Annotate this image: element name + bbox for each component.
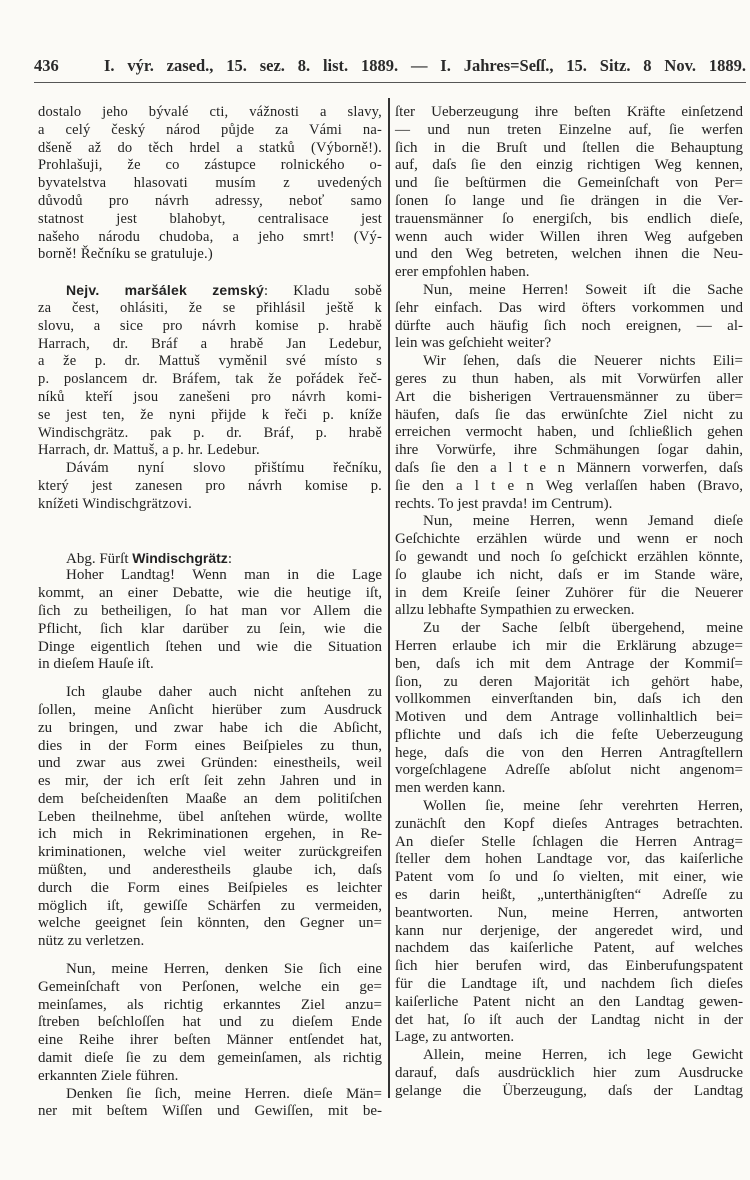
text-line: slovu, a sice pro návrh komise p. hrabě (38, 317, 382, 334)
paragraph (395, 620, 743, 798)
text-line: kann nur derjenige, der angeredet wird, und (395, 922, 743, 939)
paragraph (38, 684, 382, 951)
paragraph (395, 513, 743, 620)
text-line: in dieſem Hauſe iſt. (38, 656, 154, 673)
text-line: kriminationen, welche viel weiter zurückgreifen (38, 844, 382, 861)
column-divider (388, 98, 390, 1098)
text-line: p. poslancem dr. Bráfem, tak že pořádek řeč- (38, 371, 382, 388)
text-line: Zu der Sache ſelbſt übergehend, meine (423, 620, 743, 637)
text-line: pflichte und daſs ich die feſte Ueberzeugung (395, 726, 743, 743)
text-line: níků kteří jsou zanešeni pro návrh komi- (38, 388, 382, 405)
text-line: knížeti Windischgrätzovi. (38, 495, 192, 512)
text-line: es darin heißt, „unterthänigſten“ Adreſſe zu (395, 887, 743, 904)
right-column (395, 104, 743, 1101)
text-line: ſich hier berufen wird, das Einberufungspatent (395, 958, 743, 975)
text-line: ben, daſs ich mit dem Antrage der Kommiſ= (395, 655, 743, 672)
text-line: dies in der Form eines Beiſpieles zu thun, (38, 737, 382, 754)
line-text: : Kladu sobě (264, 283, 382, 300)
text-line: vollkommen einverſtanden bin, daſs ich den (395, 691, 743, 708)
text-line: erer empfohlen haben. (395, 264, 530, 281)
text-line: za čest, ohlásiti, že se přihlásil ještě k (38, 299, 382, 316)
text-line: ſollen, meine Anſicht hierüber zum Ausdruck (38, 701, 382, 718)
paragraph (38, 1086, 382, 1122)
text-line: welche geeignet ſein könnten, den Gegner un= (38, 915, 382, 932)
running-title: I. výr. zased., 15. sez. 8. list. 1889. — I. Jahres=Seſſ., 15. Sitz. 8 Nov. 1889. (104, 56, 746, 75)
paragraph (38, 550, 382, 568)
text-line: nachdem das kaiſerliche Patent, auf welches (395, 940, 743, 957)
paragraph (395, 1047, 743, 1100)
text-line: Lage, zu antworten. (395, 1029, 515, 1046)
paragraph (395, 282, 743, 353)
text-line: Dinge eigentlich ſtehen und wie die Situation (38, 638, 382, 655)
text-line: beantworten. Nun, meine Herren, antworten (395, 904, 743, 921)
text-line: ihre Vorwürfe, ihre Schmähungen ſogar dahin, (395, 442, 743, 459)
text-line: Art die bisherigen Vertrauensmänner zu über= (395, 388, 743, 405)
paragraph (38, 460, 382, 513)
text-line: dostalo jeho bývalé cti, vážnosti a slavy, (38, 104, 382, 120)
paragraph (395, 353, 743, 513)
text-line: Herren erlaube ich mir die Erklärung abzuge= (395, 637, 743, 654)
text-line: ner mit beſtem Wiſſen und Gewiſſen, mit be- (38, 1103, 382, 1120)
text-line: müßten, und anderestheils glaube ich, daſs (38, 862, 382, 879)
text-line: dürfte auch häufig ſich noch ereignen, — al- (395, 317, 743, 334)
text-line: se jest ten, že nyni přijde k řeči p. kníže (38, 406, 382, 423)
text-line: lein was geſchieht weiter? (395, 335, 552, 352)
text-line: nütz zu verletzen. (38, 933, 145, 950)
text-line: ſich zu betheiligen, ſo hat man vor Allem die (38, 602, 382, 619)
page-number: 436 (34, 56, 59, 75)
text-line: ſo glaube ich nicht, daſs er im Stande wäre, (395, 566, 743, 583)
text-line: důvodů pro návrh adressy, neboť samo (38, 192, 382, 209)
text-line: ſo gewandt und noch ſo geſchickt erzählen könnte, (395, 548, 743, 565)
text-line: Motiven und dem Antrage vollinhaltlich bei= (395, 709, 743, 726)
text-line: který jest zanesen pro návrh komise p. (38, 477, 382, 494)
text-line: vorgeſchlagene Adreſſe abſolut nicht angenom= (395, 762, 743, 779)
header-rule (34, 82, 746, 83)
text-line: ſie den a l t e n Weg verlaſſen haben (Bravo, (395, 477, 743, 494)
paragraph (38, 104, 382, 264)
text-line: Ich glaube daher auch nicht anſtehen zu (66, 684, 382, 701)
left-column (38, 104, 382, 1121)
text-line: Geſchichte erzählen würde und wenn er noch (395, 531, 743, 548)
text-line: Wollen ſie, meine ſehr verehrten Herren, (423, 798, 743, 815)
text-line: ſteller dem hohen Landtage vor, das kaiſerliche (395, 851, 743, 868)
text-line: allzu lebhafte Sympathien zu erwecken. (395, 602, 635, 619)
text-line: zunächſt den Kopf dieſes Antrages betrachten. (395, 815, 743, 832)
text-line: men werden kann. (395, 780, 506, 797)
text-line: Dávám nyní slovo přištímu řečníku, (66, 460, 382, 477)
text-line: Allein, meine Herren, ich lege Gewicht (423, 1047, 743, 1064)
running-header (34, 56, 746, 80)
text-line: erreichen vermocht haben, und ſchließlich gehen (395, 424, 743, 441)
text-line: ich mich in Rekriminationen ergehen, in Re- (38, 826, 382, 843)
text-line: — und nun treten Einzelne auf, ſie werfen (395, 121, 743, 138)
text-line: und den Weg betreten, welchen ihnen die Neu- (395, 246, 743, 263)
text-line: trauensmänner ſo energiſch, bis endlich dieſe, (395, 210, 743, 227)
text-line: ſtreben beſchloſſen hat und zu dieſem Ende (38, 1014, 382, 1031)
text-line: hege, daſs die von den Herren Antragſtellern (395, 744, 743, 761)
text-line: Windischgrätz. pak p. dr. Bráf, p. hrabě (38, 424, 382, 441)
text-line: Harrach, dr. Mattuš, a p. hr. Ledebur. (38, 442, 260, 459)
text-line: rechts. To jest pravda! im Centrum). (395, 495, 613, 512)
text-line: Pflicht, ſich klar darüber zu ſein, wie die (38, 620, 382, 637)
text-line: Gemeinſchaft von Perſonen, welche ein ge= (38, 978, 382, 995)
text-line: ſter Ueberzeugung ihre beſten Kräfte einſetzend (395, 104, 743, 120)
line-text: : (227, 550, 232, 567)
paragraph (38, 961, 382, 1086)
text-line: Leben theilnehme, übel anſtehen würde, wollte (38, 808, 382, 825)
speaker-name: Windischgrätz (132, 549, 228, 566)
text-line: Patent vom ſo und ſo vielten, mit einer, wie (395, 869, 743, 886)
text-line: gelange die Überzeugung, daſs der Landtag (395, 1082, 743, 1099)
text-line: auf, daſs ſie den einzig richtigen Weg kennen, (395, 157, 743, 174)
text-line: daſs ſie den a l t e n Männern vorwerfen, daſs (395, 459, 743, 476)
text-line: und ſie beſtürmen die Gemeinſchaft von Per= (395, 175, 743, 192)
text-line: geres zu thun haben, als mit Vorwürfen aller (395, 370, 743, 387)
text-line (38, 282, 382, 300)
text-line: ſehr einfach. Das wird öfters vorkommen und (395, 299, 743, 316)
text-line: damit dieſe ſie zu dem gemeinſamen, als richtig (38, 1050, 382, 1067)
text-line: in dem Kreiſe ſeiner Zuhörer für die Neuerer (395, 584, 743, 601)
text-line: Nun, meine Herren, denken Sie ſich eine (66, 961, 382, 978)
text-line: našeho národu chudoba, a jeho smrt! (Vý- (38, 228, 382, 245)
text-line: Harrach, dr. Bráf a hrabě Jan Ledebur, (38, 335, 382, 352)
text-line: es mir, der ich erſt ſeit zehn Jahren und in (38, 773, 382, 790)
text-line: erkannten Ziele führen. (38, 1067, 179, 1084)
text-line (38, 550, 382, 568)
text-line: möglich iſt, gewiſſe Schärfen zu vermeiden, (38, 897, 382, 914)
text-line: und zwar aus zwei Gründen: einestheils, weil (38, 755, 382, 772)
text-line: Nun, meine Herren! Soweit iſt die Sache (423, 281, 743, 298)
text-line: kaiſerliche Patent nicht an den Landtag gewen- (395, 993, 743, 1010)
paragraph (38, 567, 382, 674)
text-line: meinſames, als richtig erkanntes Ziel anzu= (38, 996, 382, 1013)
text-line: ſonen ſo lange und ſie drängen in die Ver- (395, 192, 743, 209)
text-line: Prohlašuji, že co zástupce rolnického o- (38, 157, 382, 174)
text-line: ſich in die Bruſt und ſtellen die Behauptung (395, 139, 743, 156)
text-line: häufen, daſs ſie das erwünſchte Ziel nicht zu (395, 406, 743, 423)
text-line: det hat, ſo iſt auch der Landtag nicht in der (395, 1011, 743, 1028)
text-line: durch die Form eines Beiſpieles es leichter (38, 879, 382, 896)
text-line: borně! Řečníku se gratuluje.) (38, 246, 213, 263)
text-line: ſion, zu deren Majorität ich gehört habe, (395, 673, 743, 690)
text-line: Nun, meine Herren, wenn Jemand dieſe (423, 513, 743, 530)
text-line: für die Landtage iſt, und nachdem ſich dieſes (395, 976, 743, 993)
speaker-prefix: Abg. Fürſt (66, 550, 133, 567)
speaker-name: Nejv. maršálek zemský (66, 282, 265, 299)
text-line: a celý český národ půjde za Vámi na- (38, 121, 382, 138)
text-line: byvatelstva hlasovati musím z uvedených (38, 175, 382, 192)
text-line: darauf, daſs ausdrücklich hier zum Ausdrucke (395, 1065, 743, 1082)
text-line: eine Reihe ihrer beſten Männer entſendet hat, (38, 1032, 382, 1049)
text-line: Denken ſie ſich, meine Herren. dieſe Män= (66, 1085, 382, 1102)
text-line: dšeně až do těch hrdel a statků (Výborně!). (38, 139, 382, 156)
text-line: Hoher Landtag! Wenn man in die Lage (66, 567, 382, 584)
text-line: a že p. dr. Mattuš vyměnil své místo s (38, 353, 382, 370)
text-line: statnost jest blahobyt, centralisace jest (38, 210, 382, 227)
text-line: dem beſcheidenſten Maaße an dem politiſchen (38, 790, 382, 807)
text-line: wenn auch wider Willen ihren Weg aufgeben (395, 228, 743, 245)
text-line: zu bringen, und zwar habe ich die Abſicht, (38, 719, 382, 736)
text-line: kommt, an einer Debatte, wie die heutige iſt, (38, 585, 382, 602)
paragraph (395, 104, 743, 282)
paragraph (38, 282, 382, 460)
paragraph (395, 798, 743, 1047)
text-line: An dieſer Stelle ſchlagen die Herren Antrag= (395, 833, 743, 850)
text-line: Wir ſehen, daſs die Neuerer nichts Eili= (423, 353, 743, 370)
